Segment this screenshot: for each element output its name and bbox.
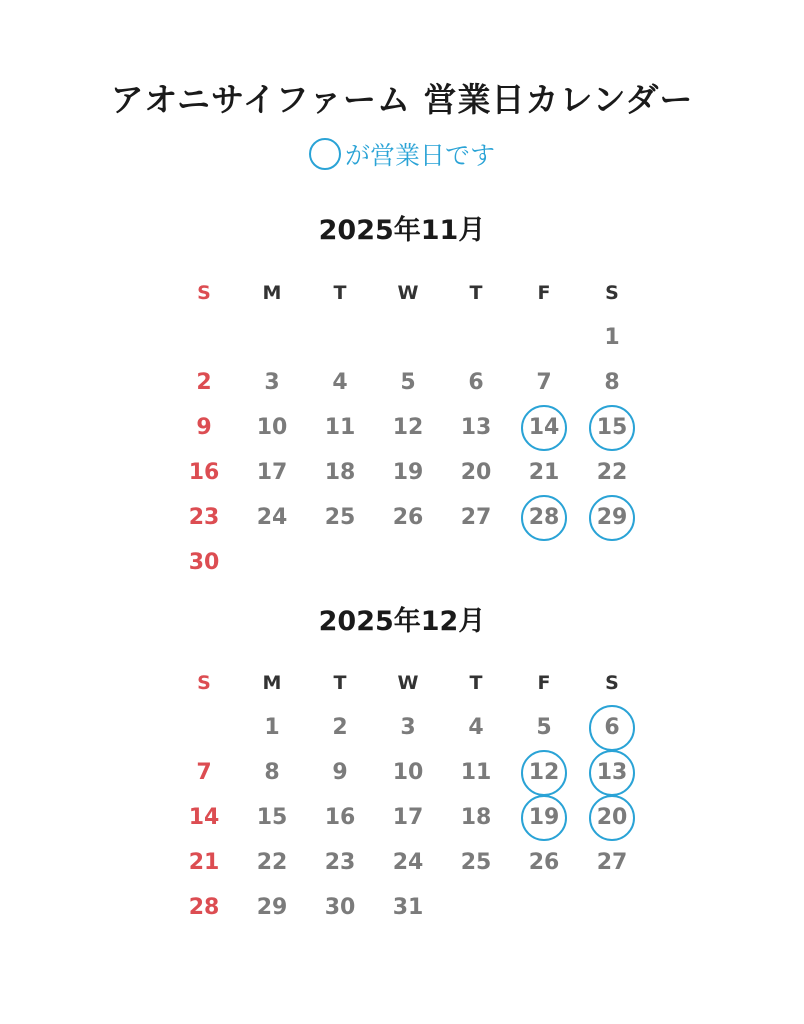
week-row bbox=[170, 840, 646, 885]
day-cell: 8 bbox=[264, 760, 280, 785]
week-row bbox=[170, 360, 646, 405]
day-cell: 11 bbox=[324, 415, 356, 440]
day-cell: 9 bbox=[332, 760, 348, 785]
weekday-label: S bbox=[197, 281, 211, 304]
open-day: 29 bbox=[578, 495, 646, 540]
day-cell: 2 bbox=[196, 370, 212, 395]
day-cell: 30 bbox=[188, 550, 220, 575]
open-day: 6 bbox=[578, 705, 646, 750]
week-row bbox=[170, 450, 646, 495]
open-day: 28 bbox=[510, 495, 578, 540]
week-row bbox=[170, 795, 646, 840]
weekday-label: W bbox=[397, 671, 419, 694]
page-title: アオニサイファーム 営業日カレンダー bbox=[110, 80, 694, 119]
day-cell: 18 bbox=[324, 460, 356, 485]
weekday-label: M bbox=[262, 671, 282, 694]
day-cell: 6 bbox=[468, 370, 484, 395]
day-cell: 5 bbox=[400, 370, 416, 395]
day-cell: 3 bbox=[400, 715, 416, 740]
week-row bbox=[170, 315, 646, 360]
day-cell: 16 bbox=[188, 460, 220, 485]
week-row bbox=[170, 885, 646, 930]
day-cell: 2 bbox=[332, 715, 348, 740]
weekday-label: F bbox=[537, 671, 551, 694]
open-day: 20 bbox=[578, 795, 646, 840]
calendar-grid-december bbox=[170, 660, 646, 930]
day-cell: 26 bbox=[528, 850, 560, 875]
legend-text: が営業日です bbox=[344, 141, 495, 170]
day-cell: 23 bbox=[188, 505, 220, 530]
day-cell: 31 bbox=[392, 895, 424, 920]
day-cell: 22 bbox=[596, 460, 628, 485]
day-cell: 9 bbox=[196, 415, 212, 440]
weekday-label: S bbox=[197, 671, 211, 694]
weekday-label: T bbox=[333, 671, 347, 694]
day-cell: 7 bbox=[536, 370, 552, 395]
day-cell: 3 bbox=[264, 370, 280, 395]
week-row bbox=[170, 705, 646, 750]
weekday-label: T bbox=[469, 671, 483, 694]
week-row bbox=[170, 405, 646, 450]
day-cell: 11 bbox=[460, 760, 492, 785]
day-cell: 21 bbox=[188, 850, 220, 875]
day-cell: 8 bbox=[604, 370, 620, 395]
day-cell: 10 bbox=[256, 415, 288, 440]
open-day: 15 bbox=[578, 405, 646, 450]
day-cell: 21 bbox=[528, 460, 560, 485]
day-cell: 7 bbox=[196, 760, 212, 785]
open-day: 19 bbox=[510, 795, 578, 840]
day-cell: 12 bbox=[392, 415, 424, 440]
day-cell: 13 bbox=[460, 415, 492, 440]
day-cell: 25 bbox=[460, 850, 492, 875]
month-title: 2025年11月 bbox=[318, 215, 486, 246]
open-day: 12 bbox=[510, 750, 578, 795]
day-cell: 27 bbox=[596, 850, 628, 875]
day-cell: 24 bbox=[256, 505, 288, 530]
month-title: 2025年12月 bbox=[318, 606, 486, 637]
calendar-grid-november bbox=[170, 270, 646, 585]
day-cell: 1 bbox=[604, 325, 620, 350]
open-day: 14 bbox=[510, 405, 578, 450]
calendar-december bbox=[0, 602, 804, 642]
weekday-header bbox=[170, 270, 646, 315]
day-cell: 1 bbox=[264, 715, 280, 740]
open-day: 13 bbox=[578, 750, 646, 795]
weekday-label: T bbox=[333, 281, 347, 304]
weekday-label: M bbox=[262, 281, 282, 304]
legend bbox=[0, 136, 804, 172]
weekday-label: T bbox=[469, 281, 483, 304]
week-row bbox=[170, 540, 646, 585]
day-cell: 20 bbox=[460, 460, 492, 485]
week-row bbox=[170, 495, 646, 540]
day-cell: 5 bbox=[536, 715, 552, 740]
weekday-label: S bbox=[605, 671, 619, 694]
day-cell: 27 bbox=[460, 505, 492, 530]
weekday-label: F bbox=[537, 281, 551, 304]
open-day-circle-icon bbox=[309, 138, 341, 170]
day-cell: 29 bbox=[256, 895, 288, 920]
day-cell: 14 bbox=[188, 805, 220, 830]
day-cell: 17 bbox=[392, 805, 424, 830]
week-row bbox=[170, 750, 646, 795]
day-cell: 16 bbox=[324, 805, 356, 830]
day-cell: 25 bbox=[324, 505, 356, 530]
day-cell: 22 bbox=[256, 850, 288, 875]
day-cell: 15 bbox=[256, 805, 288, 830]
day-cell: 18 bbox=[460, 805, 492, 830]
day-cell: 4 bbox=[468, 715, 484, 740]
weekday-header bbox=[170, 660, 646, 705]
day-cell: 24 bbox=[392, 850, 424, 875]
day-cell: 26 bbox=[392, 505, 424, 530]
day-cell: 4 bbox=[332, 370, 348, 395]
calendar-november bbox=[0, 211, 804, 251]
day-cell: 19 bbox=[392, 460, 424, 485]
day-cell: 10 bbox=[392, 760, 424, 785]
weekday-label: S bbox=[605, 281, 619, 304]
day-cell: 23 bbox=[324, 850, 356, 875]
day-cell: 30 bbox=[324, 895, 356, 920]
day-cell: 28 bbox=[188, 895, 220, 920]
day-cell: 17 bbox=[256, 460, 288, 485]
weekday-label: W bbox=[397, 281, 419, 304]
